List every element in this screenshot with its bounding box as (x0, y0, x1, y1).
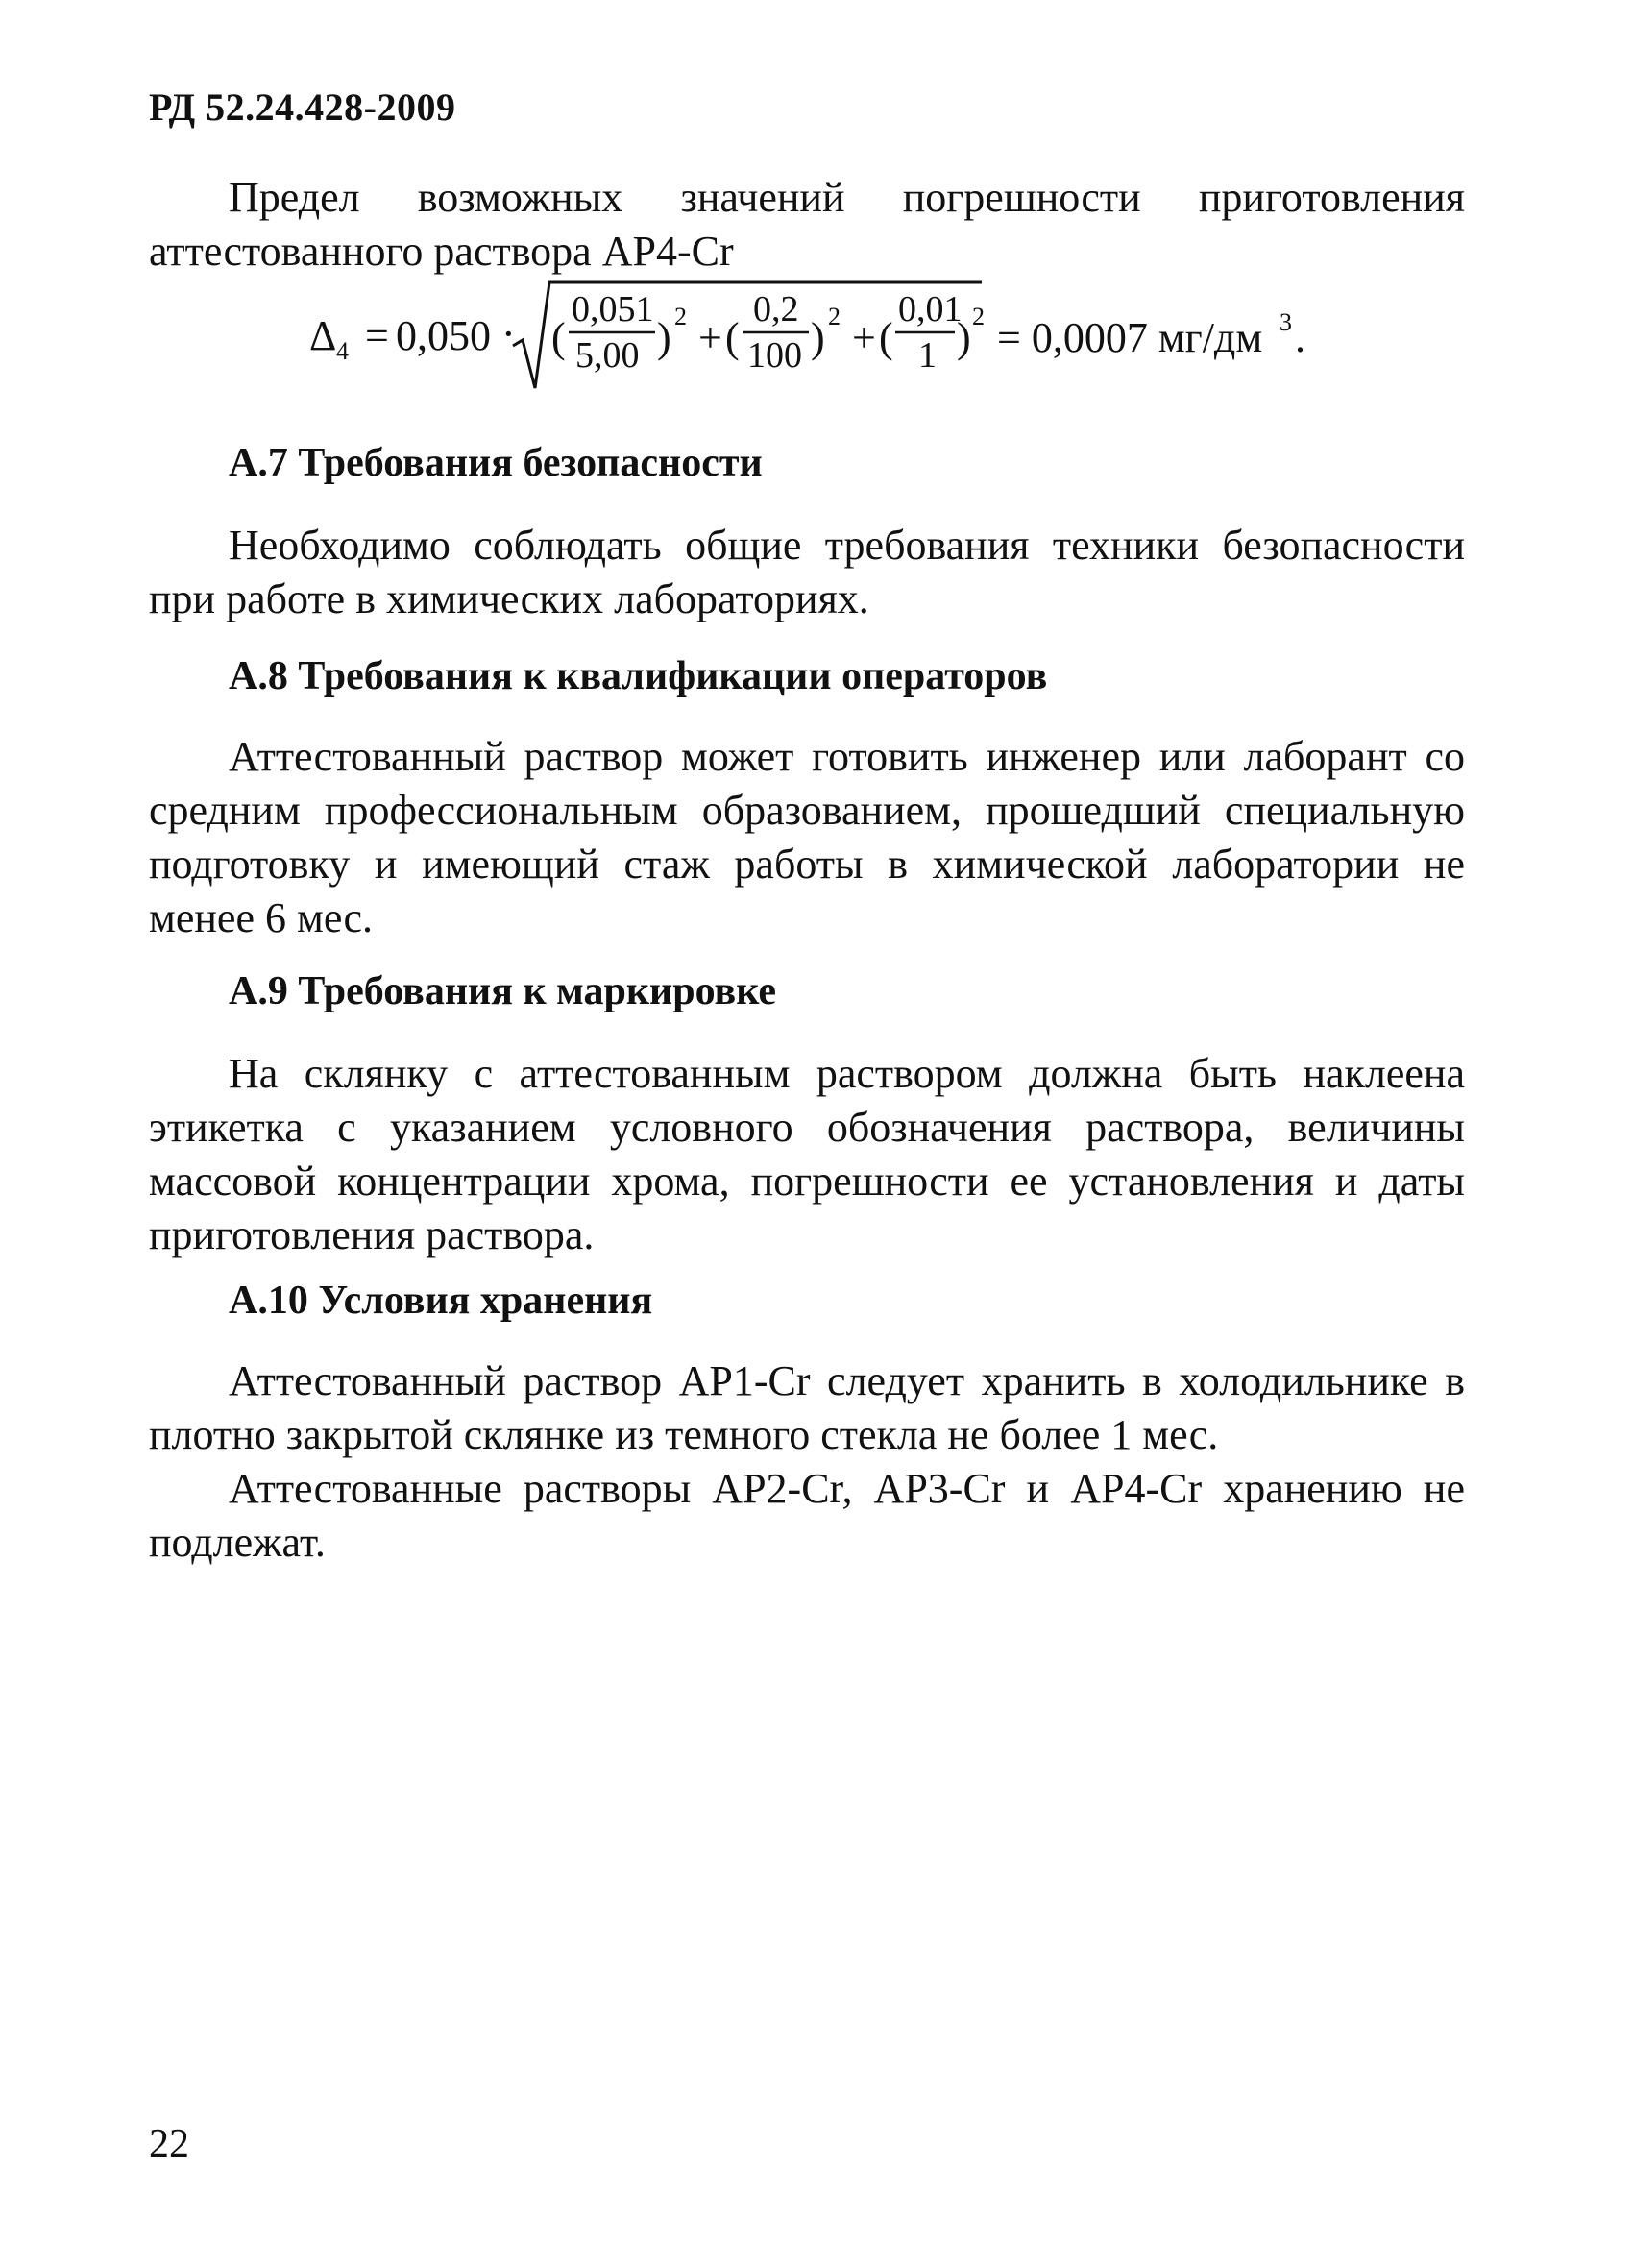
section-body-a9 (149, 1047, 1465, 1262)
section-heading-a7: А.7 Требования безопасности (229, 441, 763, 485)
term1-exponent: 2 (674, 303, 687, 330)
plus-sign-1: + (698, 314, 722, 361)
term2-denominator: 100 (747, 335, 802, 376)
formula-delta-subscript: 4 (336, 337, 349, 365)
section-body-a8 (149, 730, 1465, 945)
section-a9-paragraph: На склянку с аттестованным раствором должна быть наклеена этикетка с указанием условного обозначения раствора, величины массовой концентрации хрома, погрешности ее установления и даты приготовления раствора. (149, 1050, 1465, 1258)
term3-numerator: 0,01 (898, 289, 963, 329)
page-number: 22 (149, 2122, 189, 2166)
section-a8-paragraph: Аттестованный раствор может готовить инженер или лаборант со средним профессиональным образованием, прошедший специальную подготовку и имеющий стаж работы в химической лаборатории не менее 6 мес. (149, 733, 1465, 941)
section-a10-paragraph-2: Аттестованные растворы АР2-Cr, АР3-Cr и АР4-Cr хранению не подлежат. (149, 1465, 1465, 1566)
term2-exponent: 2 (828, 303, 841, 330)
formula-multiply-dot: · (501, 310, 516, 357)
section-body-a10 (149, 1354, 1465, 1570)
term2-close-paren: ) (811, 314, 825, 361)
term3-open-paren: ( (879, 314, 893, 361)
formula-result-end: . (1295, 314, 1305, 361)
document-code-header: РД 52.24.428-2009 (149, 85, 456, 129)
term2-numerator: 0,2 (753, 289, 799, 329)
section-heading-a9: А.9 Требования к маркировке (229, 969, 777, 1013)
section-heading-a8: А.8 Требования к квалификации операторов (229, 654, 1048, 698)
term2-open-paren: ( (725, 314, 740, 361)
formula-coefficient: 0,050 (396, 312, 491, 359)
term3-exponent: 2 (972, 303, 985, 330)
term1-numerator: 0,051 (572, 289, 654, 329)
formula-result: = 0,0007 мг/дм (997, 314, 1263, 361)
term1-denominator: 5,00 (575, 335, 640, 376)
formula-svg (309, 271, 1366, 396)
section-a10-paragraph-1: Аттестованный раствор АР1-Cr следует хранить в холодильнике в плотно закрытой склянке из темного стекла не более 1 мес. (149, 1357, 1465, 1458)
section-heading-a10: А.10 Условия хранения (229, 1279, 653, 1323)
intro-paragraph: Предел возможных значений погрешности приготовления аттестованного раствора АР4-Cr (149, 174, 1465, 275)
term3-denominator: 1 (918, 335, 937, 376)
formula-delta-symbol: Δ (309, 312, 337, 359)
section-a7-paragraph: Необходимо соблюдать общие требования техники безопасности при работе в химических лабораториях. (149, 522, 1465, 622)
error-formula (309, 271, 1366, 396)
formula-result-exponent: 3 (1280, 308, 1292, 336)
term3-close-paren: ) (957, 314, 971, 361)
term1-close-paren: ) (657, 314, 671, 361)
section-body-a7 (149, 519, 1465, 626)
plus-sign-2: + (852, 314, 876, 361)
intro-block (149, 171, 1465, 279)
term1-open-paren: ( (551, 314, 566, 361)
formula-equals: = (365, 312, 389, 359)
